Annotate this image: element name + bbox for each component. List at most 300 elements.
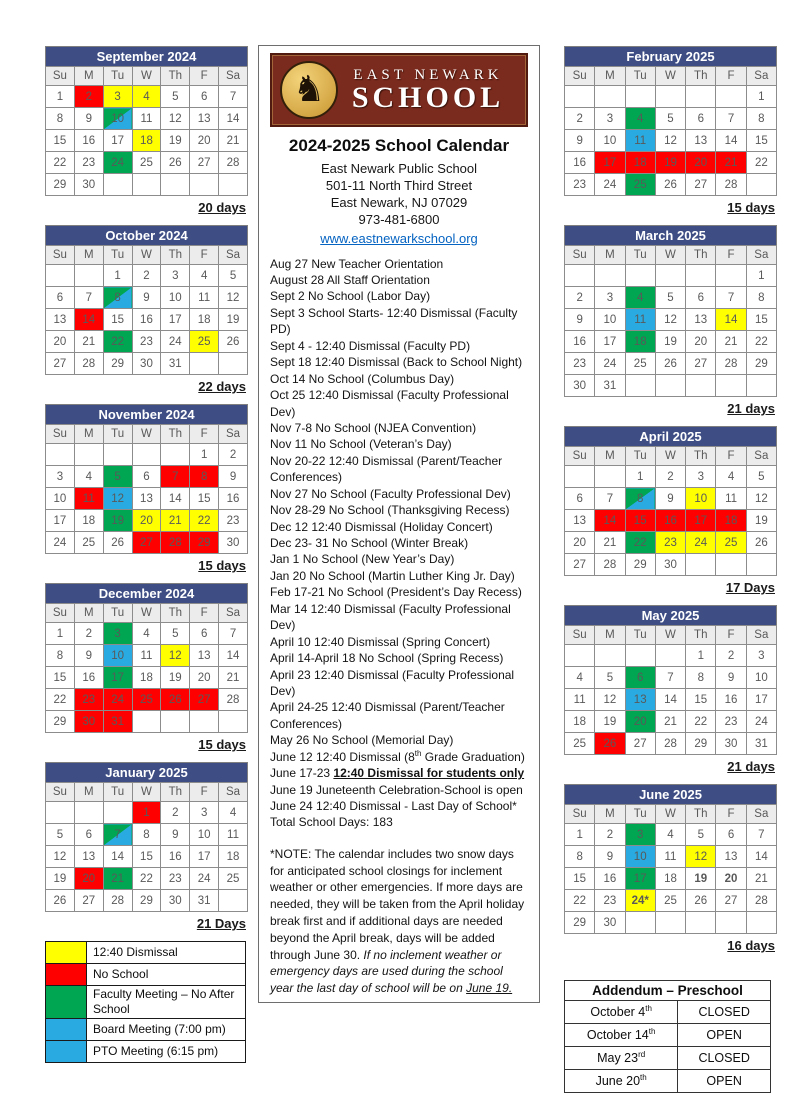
day-cell: 21 — [746, 868, 776, 890]
day-cell: 19 — [595, 711, 625, 733]
day-cell: 13 — [132, 488, 161, 510]
day-cell: 25 — [625, 353, 655, 375]
weekday-header: F — [716, 626, 746, 645]
day-cell: 11 — [219, 824, 248, 846]
day-cell: 4 — [716, 466, 746, 488]
day-cell: 19 — [746, 510, 776, 532]
day-cell: 22 — [190, 510, 219, 532]
day-cell: 16 — [161, 846, 190, 868]
legend-color-swatch — [46, 942, 87, 964]
weekday-header: Sa — [746, 626, 776, 645]
day-cell: 22 — [746, 331, 776, 353]
day-cell: 10 — [686, 488, 716, 510]
empty-cell — [565, 265, 595, 287]
weekday-header: F — [190, 67, 219, 86]
day-cell: 20 — [46, 331, 75, 353]
weekday-header: M — [595, 626, 625, 645]
day-cell: 24 — [746, 711, 776, 733]
week-row — [565, 824, 777, 846]
weekday-header: M — [595, 67, 625, 86]
empty-cell — [746, 554, 776, 576]
day-cell: 8 — [686, 667, 716, 689]
event-item: Dec 23- 31 No School (Winter Break) — [270, 536, 469, 550]
week-row — [565, 510, 777, 532]
day-cell: 22 — [46, 152, 75, 174]
month-april-2025 — [564, 426, 777, 595]
day-cell: 11 — [132, 108, 161, 130]
day-cell: 16 — [595, 868, 625, 890]
day-cell: 11 — [565, 689, 595, 711]
day-cell: 15 — [190, 488, 219, 510]
empty-cell — [655, 645, 685, 667]
day-cell: 23 — [716, 711, 746, 733]
day-cell: 28 — [595, 554, 625, 576]
day-cell: 19 — [655, 152, 685, 174]
empty-cell — [686, 265, 716, 287]
day-cell: 28 — [74, 353, 103, 375]
day-cell: 7 — [103, 824, 132, 846]
event-item: April 10 12:40 Dismissal (Spring Concert) — [270, 634, 491, 649]
day-cell: 10 — [625, 846, 655, 868]
empty-cell — [655, 86, 685, 108]
day-cell: 12 — [746, 488, 776, 510]
event-item: Oct 14 No School (Columbus Day) — [270, 371, 455, 386]
day-cell: 18 — [716, 510, 746, 532]
day-cell: 9 — [219, 466, 248, 488]
day-cell: 19 — [46, 868, 75, 890]
week-row — [565, 152, 777, 174]
day-cell: 26 — [161, 689, 190, 711]
week-row — [46, 868, 248, 890]
empty-cell — [595, 265, 625, 287]
day-cell: 29 — [46, 174, 75, 196]
day-cell: 12 — [161, 645, 190, 667]
month-title: May 2025 — [564, 605, 777, 625]
day-cell: 2 — [716, 645, 746, 667]
day-cell: 7 — [746, 824, 776, 846]
weekday-header: Su — [46, 425, 75, 444]
weekday-header: Th — [161, 425, 190, 444]
day-cell: 10 — [103, 645, 132, 667]
day-cell: 10 — [595, 130, 625, 152]
day-cell: 7 — [716, 108, 746, 130]
day-cell: 20 — [190, 667, 219, 689]
day-cell: 15 — [625, 510, 655, 532]
week-row — [565, 309, 777, 331]
week-row — [46, 846, 248, 868]
day-cell: 30 — [161, 890, 190, 912]
event-item: April 24-25 12:40 Dismissal (Parent/Teacher Conferences) — [270, 700, 505, 731]
day-cell: 1 — [686, 645, 716, 667]
day-cell: 23 — [219, 510, 248, 532]
weekday-header: F — [716, 67, 746, 86]
day-cell: 21 — [716, 331, 746, 353]
event-item: Dec 12 12:40 Dismissal (Holiday Concert) — [270, 519, 493, 534]
day-cell: 5 — [655, 108, 685, 130]
day-cell: 24* — [625, 890, 655, 912]
day-cell: 10 — [746, 667, 776, 689]
day-cell: 8 — [103, 287, 132, 309]
day-cell: 3 — [103, 86, 132, 108]
week-row — [46, 287, 248, 309]
week-row — [46, 711, 248, 733]
month-march-2025 — [564, 225, 777, 416]
day-cell: 5 — [686, 824, 716, 846]
legend-label: No School — [87, 964, 246, 986]
empty-cell — [132, 174, 161, 196]
day-cell: 2 — [655, 466, 685, 488]
week-row — [565, 265, 777, 287]
empty-cell — [746, 375, 776, 397]
week-row — [46, 488, 248, 510]
weekday-header: Th — [161, 246, 190, 265]
month-may-2025 — [564, 605, 777, 774]
day-cell: 22 — [565, 890, 595, 912]
day-cell: 21 — [219, 667, 248, 689]
addendum-status: CLOSED — [678, 1001, 771, 1024]
day-cell: 22 — [103, 331, 132, 353]
day-cell: 10 — [595, 309, 625, 331]
day-cell: 29 — [46, 711, 75, 733]
day-cell: 17 — [161, 309, 190, 331]
day-cell: 5 — [161, 86, 190, 108]
event-item: June 19 Juneteenth Celebration-School is open — [270, 782, 523, 797]
day-cell: 14 — [746, 846, 776, 868]
month-june-2025 — [564, 784, 777, 953]
day-cell: 4 — [132, 86, 161, 108]
day-cell: 7 — [716, 287, 746, 309]
day-cell: 15 — [132, 846, 161, 868]
day-cell: 9 — [565, 309, 595, 331]
month-days-count: 16 days — [727, 938, 775, 953]
day-cell: 6 — [190, 623, 219, 645]
empty-cell — [655, 375, 685, 397]
day-cell: 18 — [625, 152, 655, 174]
weekday-header: Th — [161, 604, 190, 623]
day-cell: 26 — [686, 890, 716, 912]
day-cell: 3 — [625, 824, 655, 846]
empty-cell — [46, 802, 75, 824]
month-title: January 2025 — [45, 762, 248, 782]
month-title: March 2025 — [564, 225, 777, 245]
months-left-container — [45, 46, 248, 931]
day-cell: 26 — [655, 353, 685, 375]
month-days-count: 21 days — [727, 759, 775, 774]
week-row — [565, 846, 777, 868]
day-cell: 9 — [132, 287, 161, 309]
day-cell: 12 — [655, 130, 685, 152]
week-row — [565, 868, 777, 890]
month-title: April 2025 — [564, 426, 777, 446]
legend-row — [46, 1019, 246, 1041]
day-cell: 27 — [686, 353, 716, 375]
day-cell: 6 — [686, 108, 716, 130]
day-cell: 30 — [74, 711, 103, 733]
logo-text — [338, 67, 518, 113]
day-cell: 28 — [746, 890, 776, 912]
weekday-header: Su — [46, 604, 75, 623]
week-row — [46, 265, 248, 287]
day-cell: 17 — [595, 331, 625, 353]
empty-cell — [161, 444, 190, 466]
month-title: June 2025 — [564, 784, 777, 804]
day-cell: 20 — [565, 532, 595, 554]
legend-row — [46, 942, 246, 964]
addendum-date: October 4th — [565, 1001, 678, 1024]
week-row — [565, 466, 777, 488]
empty-cell — [625, 645, 655, 667]
addendum-status: OPEN — [678, 1024, 771, 1047]
weekday-header: Su — [565, 626, 595, 645]
calendar-grid — [564, 625, 777, 755]
day-cell: 1 — [746, 86, 776, 108]
day-cell: 6 — [132, 466, 161, 488]
empty-cell — [565, 86, 595, 108]
weekday-header: Su — [46, 783, 75, 802]
day-cell: 24 — [595, 353, 625, 375]
empty-cell — [686, 86, 716, 108]
day-cell: 30 — [565, 375, 595, 397]
day-cell: 6 — [686, 287, 716, 309]
week-row — [46, 331, 248, 353]
weekday-header: Th — [686, 805, 716, 824]
day-cell: 27 — [565, 554, 595, 576]
day-cell: 9 — [716, 667, 746, 689]
day-cell: 7 — [219, 623, 248, 645]
logo-line2: SCHOOL — [351, 81, 505, 115]
day-cell: 2 — [565, 287, 595, 309]
day-cell: 7 — [219, 86, 248, 108]
month-october-2024 — [45, 225, 248, 394]
event-item: Sept 18 12:40 Dismissal (Back to School Night) — [270, 355, 523, 370]
day-cell: 14 — [655, 689, 685, 711]
weekday-header-row — [565, 246, 777, 265]
day-cell: 1 — [46, 86, 75, 108]
empty-cell — [686, 912, 716, 934]
day-cell: 3 — [595, 287, 625, 309]
empty-cell — [74, 444, 103, 466]
day-cell: 18 — [132, 130, 161, 152]
empty-cell — [716, 86, 746, 108]
day-cell: 26 — [595, 733, 625, 755]
day-cell: 4 — [190, 265, 219, 287]
day-cell: 1 — [625, 466, 655, 488]
day-cell: 19 — [161, 667, 190, 689]
week-row — [565, 645, 777, 667]
weekday-header: Tu — [625, 67, 655, 86]
empty-cell — [655, 265, 685, 287]
day-cell: 12 — [103, 488, 132, 510]
day-cell: 31 — [190, 890, 219, 912]
day-cell: 13 — [190, 108, 219, 130]
weekday-header: F — [190, 783, 219, 802]
empty-cell — [46, 265, 75, 287]
day-cell: 31 — [161, 353, 190, 375]
event-item: Sept 4 - 12:40 Dismissal (Faculty PD) — [270, 338, 471, 353]
day-cell: 16 — [74, 130, 103, 152]
month-days-count: 21 days — [727, 401, 775, 416]
day-cell: 22 — [625, 532, 655, 554]
day-cell: 30 — [132, 353, 161, 375]
month-days-count: 15 days — [198, 737, 246, 752]
day-cell: 4 — [219, 802, 248, 824]
day-cell: 23 — [161, 868, 190, 890]
day-cell: 28 — [219, 689, 248, 711]
day-cell: 4 — [625, 108, 655, 130]
day-cell: 13 — [565, 510, 595, 532]
day-cell: 1 — [103, 265, 132, 287]
weekday-header: F — [716, 805, 746, 824]
weekday-header: Sa — [219, 67, 248, 86]
weekday-header: W — [655, 805, 685, 824]
empty-cell — [219, 711, 248, 733]
day-cell: 25 — [190, 331, 219, 353]
day-cell: 5 — [103, 466, 132, 488]
weekday-header: Tu — [625, 626, 655, 645]
addendum-status: OPEN — [678, 1070, 771, 1093]
day-cell: 18 — [219, 846, 248, 868]
empty-cell — [716, 912, 746, 934]
day-cell: 18 — [132, 667, 161, 689]
weekday-header: W — [132, 67, 161, 86]
month-days-count: 21 Days — [196, 916, 246, 931]
empty-cell — [103, 174, 132, 196]
weekday-header-row — [46, 246, 248, 265]
week-row — [46, 444, 248, 466]
day-cell: 17 — [190, 846, 219, 868]
day-cell: 10 — [190, 824, 219, 846]
weekday-header: M — [74, 604, 103, 623]
week-row — [565, 174, 777, 196]
day-cell: 9 — [655, 488, 685, 510]
week-row — [46, 174, 248, 196]
day-cell: 7 — [595, 488, 625, 510]
weekday-header: Sa — [746, 246, 776, 265]
day-cell: 18 — [625, 331, 655, 353]
day-cell: 27 — [74, 890, 103, 912]
day-cell: 2 — [161, 802, 190, 824]
event-item: Mar 14 12:40 Dismissal (Faculty Professional Dev) — [270, 601, 511, 633]
right-calendar-column — [564, 46, 777, 1093]
legend-color-swatch — [46, 1041, 87, 1063]
event-item: August 28 All Staff Orientation — [270, 273, 430, 287]
day-cell: 26 — [161, 152, 190, 174]
day-cell: 13 — [686, 309, 716, 331]
school-website-link[interactable]: www.eastnewarkschool.org — [320, 230, 478, 246]
legend-color-swatch — [46, 986, 87, 1019]
day-cell: 6 — [565, 488, 595, 510]
day-cell: 30 — [219, 532, 248, 554]
addendum-header-row — [565, 981, 771, 1001]
day-cell: 2 — [132, 265, 161, 287]
empty-cell — [595, 645, 625, 667]
day-cell: 3 — [190, 802, 219, 824]
empty-cell — [132, 711, 161, 733]
day-cell: 12 — [686, 846, 716, 868]
weekday-header: Sa — [746, 805, 776, 824]
day-cell: 20 — [625, 711, 655, 733]
week-row — [46, 667, 248, 689]
day-cell: 6 — [74, 824, 103, 846]
day-cell: 4 — [625, 287, 655, 309]
day-cell: 26 — [219, 331, 248, 353]
weekday-header: Su — [565, 447, 595, 466]
knight-mascot-icon: ♞ — [292, 69, 326, 110]
addendum-row — [565, 1024, 771, 1047]
day-cell: 17 — [103, 667, 132, 689]
week-row — [46, 86, 248, 108]
week-row — [46, 645, 248, 667]
day-cell: 25 — [565, 733, 595, 755]
day-cell: 16 — [74, 667, 103, 689]
preschool-addendum-table — [564, 980, 771, 1093]
week-row — [46, 309, 248, 331]
empty-cell — [190, 174, 219, 196]
month-days-count: 17 Days — [725, 580, 775, 595]
empty-cell — [219, 353, 248, 375]
event-item: June 24 12:40 Dismissal - Last Day of School* — [270, 799, 517, 813]
weekday-header: Th — [686, 626, 716, 645]
day-cell: 8 — [46, 108, 75, 130]
day-cell: 3 — [746, 645, 776, 667]
day-cell: 27 — [190, 689, 219, 711]
day-cell: 24 — [686, 532, 716, 554]
weekday-header: M — [595, 805, 625, 824]
empty-cell — [190, 353, 219, 375]
day-cell: 14 — [74, 309, 103, 331]
left-calendar-column — [45, 46, 248, 1063]
day-cell: 11 — [655, 846, 685, 868]
day-cell: 5 — [219, 265, 248, 287]
day-cell: 1 — [565, 824, 595, 846]
weekday-header: Sa — [219, 246, 248, 265]
week-row — [46, 108, 248, 130]
day-cell: 28 — [716, 353, 746, 375]
day-cell: 17 — [103, 130, 132, 152]
empty-cell — [190, 711, 219, 733]
weekday-header: W — [655, 246, 685, 265]
day-cell: 9 — [74, 108, 103, 130]
calendar-title: 2024-2025 School Calendar — [288, 136, 510, 155]
legend-color-swatch — [46, 1019, 87, 1041]
day-cell: 16 — [655, 510, 685, 532]
day-cell: 26 — [46, 890, 75, 912]
weekday-header: Th — [686, 246, 716, 265]
month-title: November 2024 — [45, 404, 248, 424]
day-cell: 3 — [161, 265, 190, 287]
knight-badge — [280, 61, 338, 119]
day-cell: 14 — [219, 645, 248, 667]
day-cell: 24 — [46, 532, 75, 554]
weekday-header: Sa — [219, 783, 248, 802]
legend-label: PTO Meeting (6:15 pm) — [87, 1041, 246, 1063]
day-cell: 22 — [132, 868, 161, 890]
event-item: Oct 25 12:40 Dismissal (Faculty Professional Dev) — [270, 388, 509, 419]
weekday-header: W — [132, 425, 161, 444]
weekday-header: Su — [565, 67, 595, 86]
day-cell: 23 — [132, 331, 161, 353]
empty-cell — [219, 890, 248, 912]
snow-day-note: *NOTE: The calendar includes two snow days for anticipated school closings for inclement weather or other emergencies. If more days are needed, they will be taken from the April holiday break first and if additional days are needed beyond the April break, days will be added through June 30. If no inclement weather or emergency days are used during the school year the last day of school will be on June 19. — [270, 846, 525, 996]
month-november-2024 — [45, 404, 248, 573]
month-title: September 2024 — [45, 46, 248, 66]
empty-cell — [716, 375, 746, 397]
weekday-header: Su — [46, 67, 75, 86]
day-cell: 29 — [686, 733, 716, 755]
day-cell: 6 — [625, 667, 655, 689]
day-cell: 28 — [103, 890, 132, 912]
weekday-header: Tu — [103, 67, 132, 86]
